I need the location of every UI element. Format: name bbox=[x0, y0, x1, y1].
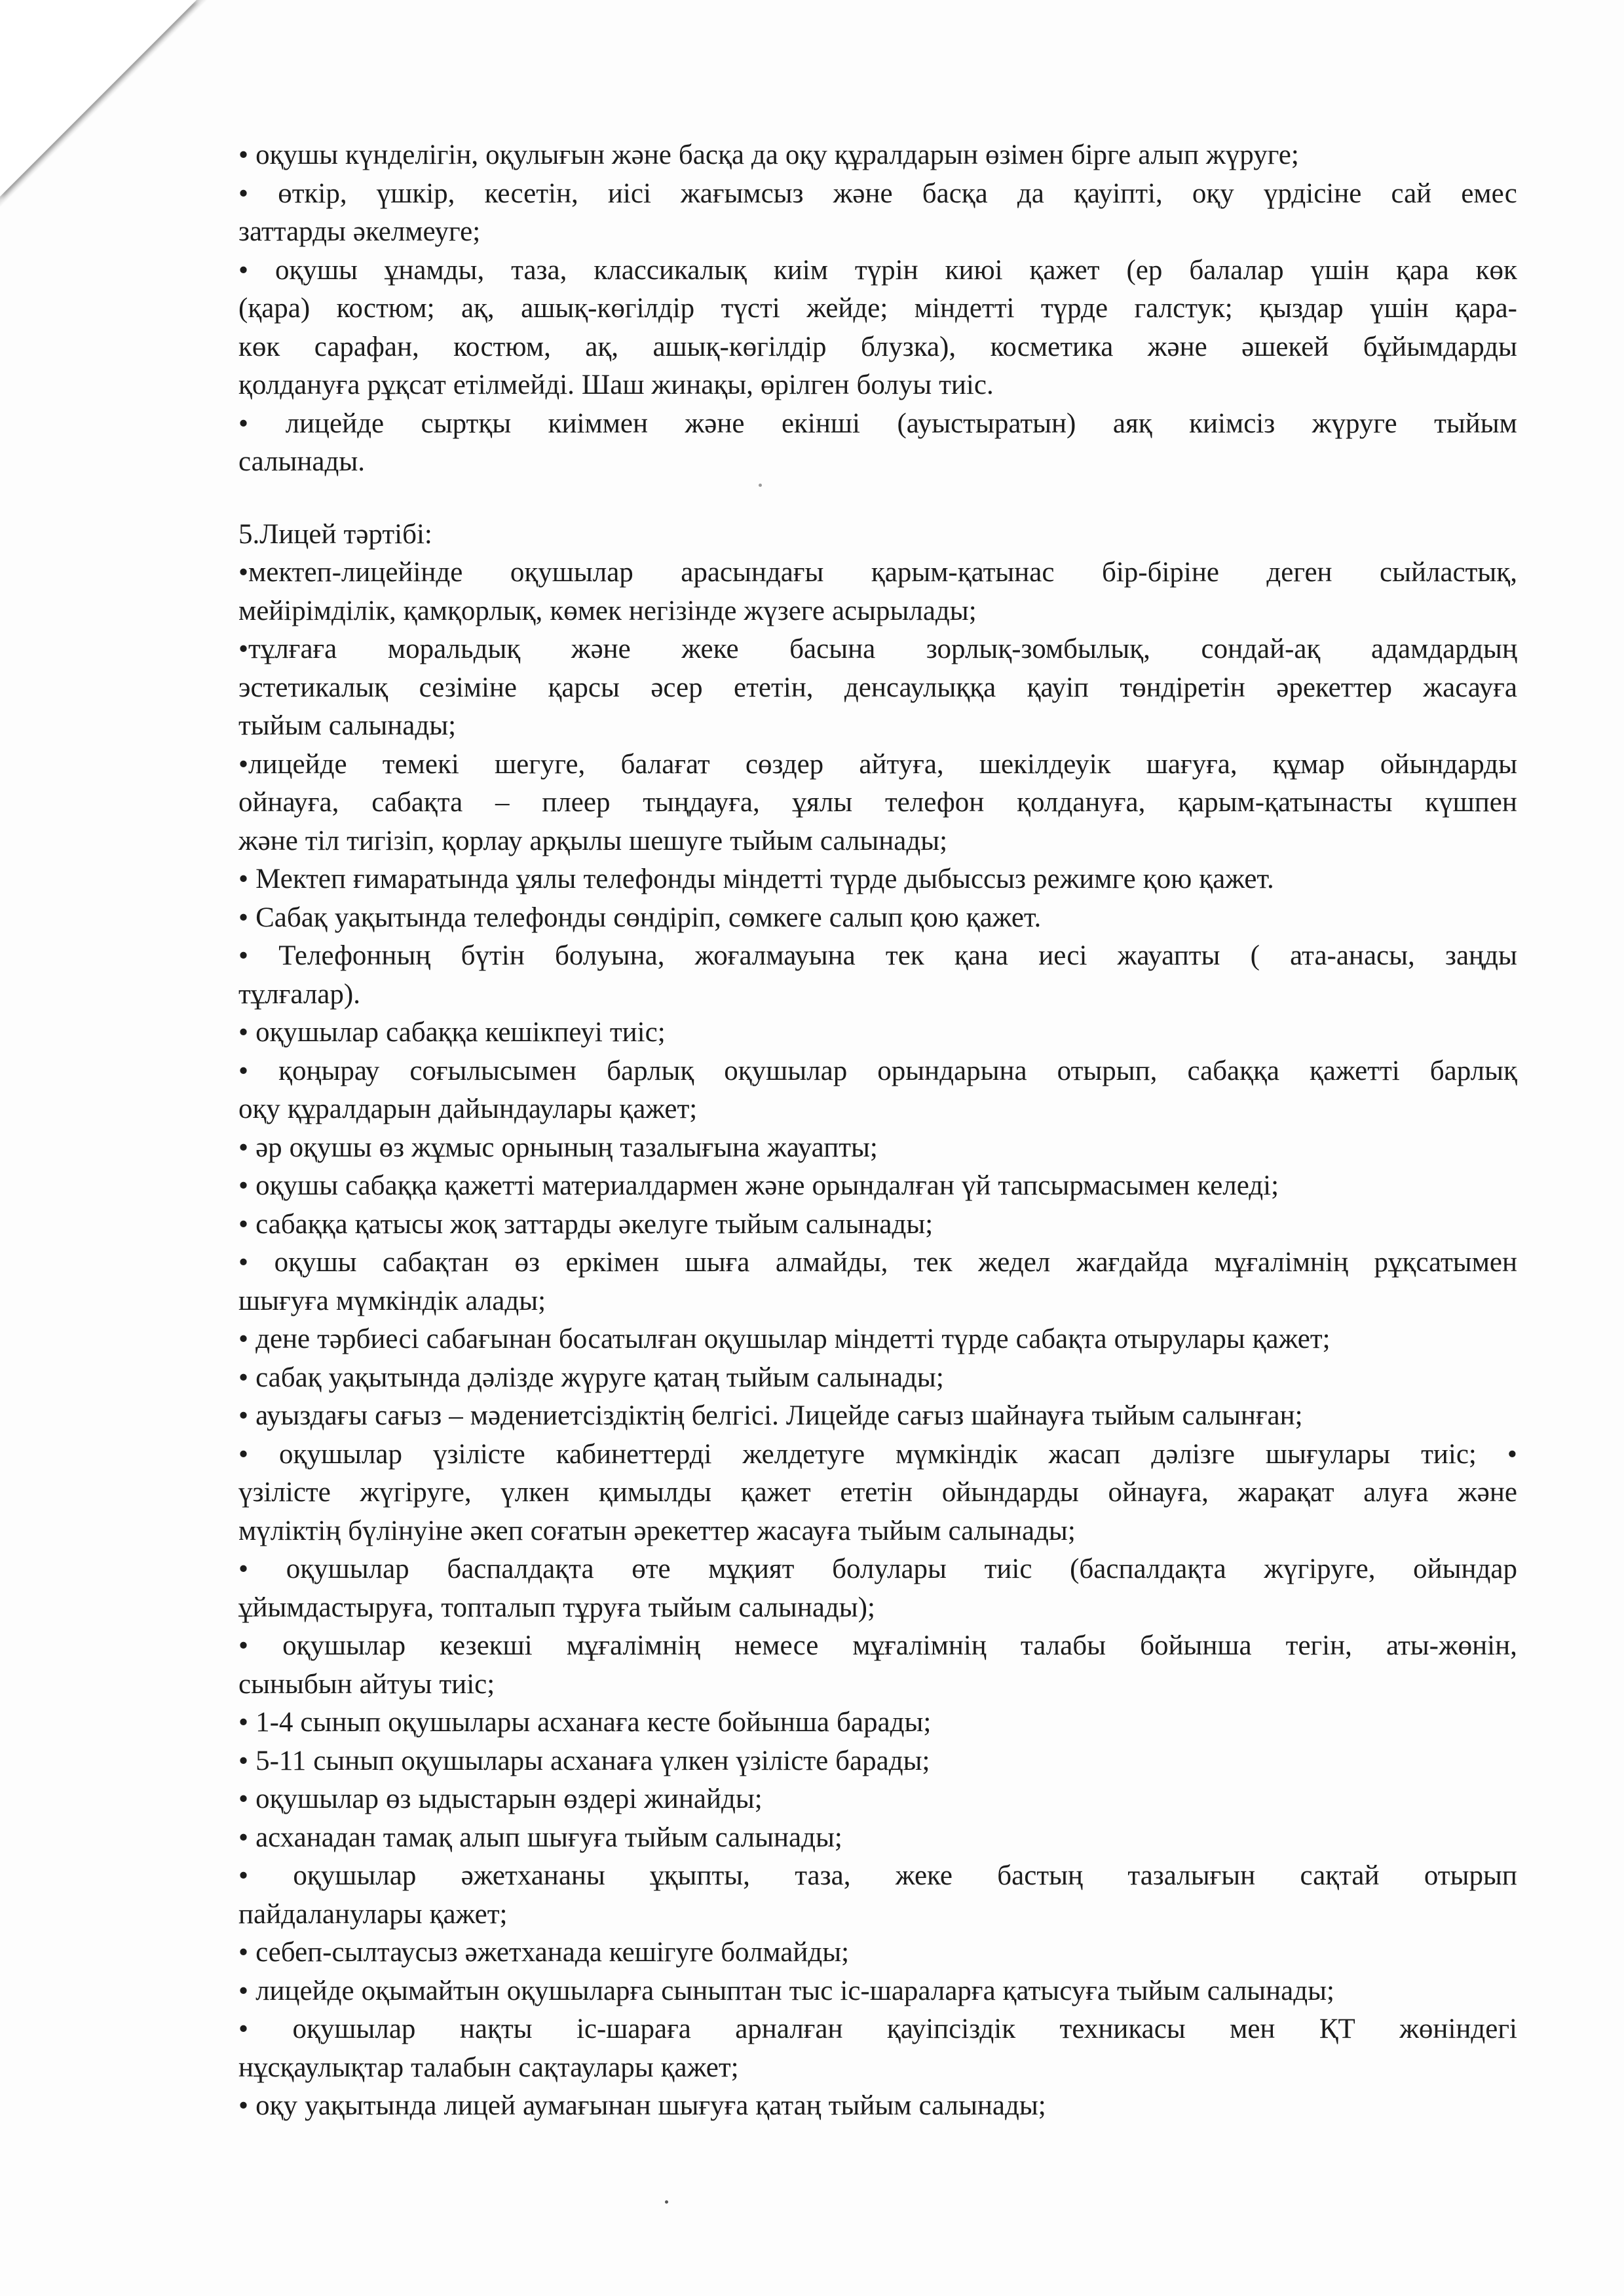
text-line: • өткір, үшкір, кесетін, иісі жағымсыз және басқа да қауіпті, оқу үрдісіне сай емес bbox=[238, 178, 1517, 209]
text-line: ойнауға, сабақта – плеер тыңдауға, ұялы телефон қолдануға, қарым-қатынасты күшпен bbox=[238, 787, 1517, 818]
text-line: • асханадан тамақ алып шығуға тыйым салынады; bbox=[238, 1822, 842, 1853]
text-line: • 5-11 сынып оқушылары асханаға үлкен үзілісте барады; bbox=[238, 1745, 930, 1776]
text-line: оқу құралдарын дайындаулары қажет; bbox=[238, 1094, 698, 1124]
text-line: (қара) костюм; ақ, ашық-көгілдір түсті жейде; міндетті түрде галстук; қыздар үшін қара- bbox=[238, 293, 1517, 324]
text-line: • қоңырау соғылысымен барлық оқушылар орындарына отырып, сабаққа қажетті барлық bbox=[238, 1055, 1517, 1086]
text-line: • оқушылар өз ыдыстарын өздері жинайды; bbox=[238, 1784, 763, 1814]
text-line: сыныбын айтуы тиіс; bbox=[238, 1668, 495, 1700]
paragraph bbox=[238, 1129, 1517, 1168]
text-line: пайдаланулары қажет; bbox=[238, 1898, 508, 1930]
text-line: • оқушылар баспалдақта өте мұқият болулары тиіс (баспалдақта жүгіруге, ойындар bbox=[238, 1554, 1517, 1584]
scan-speck bbox=[759, 484, 762, 487]
corner-fold bbox=[0, 0, 197, 197]
paragraph bbox=[238, 516, 1517, 554]
paragraph bbox=[238, 1397, 1517, 1436]
text-line: тыйым салынады; bbox=[238, 710, 457, 741]
text-line: эстетикалық сезіміне қарсы әсер ететін, денсаулыққа қауіп төндіретін әрекеттер жасауға bbox=[238, 672, 1517, 703]
paragraph bbox=[238, 1742, 1517, 1781]
text-line: • оқушылар кезекші мұғалімнің немесе мұғалімнің талабы бойынша тегін, аты-жөнін, bbox=[238, 1630, 1517, 1661]
text-line: • Телефонның бүтін болуына, жоғалмауына тек қана иесі жауапты ( ата-анасы, заңды bbox=[238, 940, 1517, 971]
text-line: • сабаққа қатысы жоқ заттарды әкелуге тыйым салынады; bbox=[238, 1208, 934, 1240]
paragraph bbox=[238, 746, 1517, 861]
text-line: мүліктің бүлінуіне әкеп соғатын әрекеттер жасауға тыйым салынады; bbox=[238, 1515, 1076, 1546]
paragraph bbox=[238, 630, 1517, 746]
paragraph bbox=[238, 1972, 1517, 2011]
text-line: • оқу уақытында лицей аумағынан шығуға қатаң тыйым салынады; bbox=[238, 2090, 1046, 2121]
text-line: • 1-4 сынып оқушылары асханаға кесте бойынша барады; bbox=[238, 1707, 932, 1738]
paragraph bbox=[238, 1857, 1517, 1934]
paragraph bbox=[238, 405, 1517, 482]
text-line: • дене тәрбиесі сабағынан босатылған оқушылар міндетті түрде сабақта отырулары қажет; bbox=[238, 1324, 1331, 1354]
paragraph bbox=[238, 1359, 1517, 1398]
text-line: шығуға мүмкіндік алады; bbox=[238, 1285, 546, 1316]
paragraph bbox=[238, 937, 1517, 1014]
text-line: 5.Лицей тәртібі: bbox=[238, 518, 432, 550]
text-line: • лицейде сыртқы киіммен және екінші (ауыстыратын) аяқ киімсіз жүруге тыйым bbox=[238, 408, 1517, 439]
paragraph bbox=[238, 175, 1517, 252]
text-line: • оқушылар әжетхананы ұқыпты, таза, жеке бастың тазалығын сақтай отырып bbox=[238, 1860, 1517, 1891]
text-line: • сабақ уақытында дәлізде жүруге қатаң тыйым салынады; bbox=[238, 1362, 944, 1393]
paragraph-gap bbox=[238, 482, 1517, 516]
text-line: • оқушы күнделігін, оқулығын және басқа да оқу құралдарын өзімен бірге алып жүруге; bbox=[238, 140, 1299, 170]
paragraph bbox=[238, 1320, 1517, 1359]
text-line: •лицейде темекі шегуге, балағат сөздер айтуға, шекілдеуік шағуға, құмар ойындарды bbox=[238, 748, 1517, 780]
text-line: • оқушы сабақтан өз еркімен шыға алмайды, тек жедел жағдайда мұғалімнің рұқсатымен bbox=[238, 1247, 1517, 1278]
text-line: мейірімділік, қамқорлық, көмек негізінде жүзеге асырылады; bbox=[238, 595, 977, 626]
text-line: • оқушы сабаққа қажетті материалдармен және орындалған үй тапсырмасымен келеді; bbox=[238, 1170, 1279, 1201]
paragraph bbox=[238, 1206, 1517, 1244]
paragraph bbox=[238, 1780, 1517, 1819]
paragraph bbox=[238, 554, 1517, 630]
text-line: көк сарафан, костюм, ақ, ашық-көгілдір блузка), косметика және әшекей бұйымдарды bbox=[238, 331, 1517, 362]
text-line: және тіл тигізіп, қорлау арқылы шешуге тыйым салынады; bbox=[238, 825, 948, 856]
text-line: • оқушылар сабаққа кешікпеуі тиіс; bbox=[238, 1017, 666, 1048]
text-line: ұйымдастыруға, топталып тұруға тыйым салынады); bbox=[238, 1592, 875, 1623]
text-line: • себеп-сылтаусыз әжетханада кешігуге болмайды; bbox=[238, 1937, 850, 1968]
paragraph bbox=[238, 899, 1517, 938]
text-line: • оқушылар нақты іс-шараға арналған қауіпсіздік техникасы мен ҚТ жөніндегі bbox=[238, 2014, 1517, 2044]
text-line: • Сабақ уақытында телефонды сөндіріп, сөмкеге салып қою қажет. bbox=[238, 902, 1042, 933]
paragraph bbox=[238, 1244, 1517, 1320]
text-line: • әр оқушы өз жұмыс орнының тазалығына жауапты; bbox=[238, 1132, 878, 1163]
paragraph bbox=[238, 1819, 1517, 1858]
paragraph bbox=[238, 1934, 1517, 1972]
paragraph bbox=[238, 136, 1517, 175]
paragraph bbox=[238, 1052, 1517, 1129]
text-line: нұсқаулықтар талабын сақтаулары қажет; bbox=[238, 2052, 739, 2083]
paragraph bbox=[238, 2087, 1517, 2126]
paragraph bbox=[238, 1704, 1517, 1742]
text-line: • оқушы ұнамды, таза, классикалық киім түрін киюі қажет (ер балалар үшін қара көк bbox=[238, 254, 1517, 286]
text-line: • ауыздағы сағыз – мәдениетсіздіктің белгісі. Лицейде сағыз шайнауға тыйым салынған; bbox=[238, 1400, 1303, 1431]
paragraph bbox=[238, 2010, 1517, 2087]
paragraph bbox=[238, 1436, 1517, 1551]
text-line: • Мектеп ғимаратында ұялы телефонды міндетті түрде дыбыссыз режимге қою қажет. bbox=[238, 864, 1274, 894]
paragraph bbox=[238, 860, 1517, 899]
text-line: тұлғалар). bbox=[238, 978, 360, 1010]
text-line: •мектеп-лицейінде оқушылар арасындағы қарым-қатынас бір-біріне деген сыйластық, bbox=[238, 557, 1517, 588]
paragraph bbox=[238, 1167, 1517, 1206]
text-line: • лицейде оқымайтын оқушыларға сыныптан тыс іс-шараларға қатысуға тыйым салынады; bbox=[238, 1975, 1334, 2006]
text-line: салынады. bbox=[238, 446, 366, 477]
scan-speck bbox=[665, 2200, 668, 2204]
text-line: қолдануға рұқсат етілмейді. Шаш жинақы, өрілген болуы тиіс. bbox=[238, 370, 994, 400]
text-line: заттарды әкелмеуге; bbox=[238, 216, 481, 247]
paragraph bbox=[238, 1627, 1517, 1704]
text-line: •тұлғаға моральдық және жеке басына зорлық-зомбылық, сондай-ақ адамдардың bbox=[238, 634, 1517, 664]
paragraph bbox=[238, 1014, 1517, 1052]
document-body bbox=[238, 136, 1517, 2126]
text-line: • оқушылар үзілісте кабинеттерді желдетуге мүмкіндік жасап дәлізге шығулары тиіс; • bbox=[238, 1438, 1517, 1470]
paragraph bbox=[238, 1550, 1517, 1627]
text-line: үзілісте жүгіруге, үлкен қимылды қажет ететін ойындарды ойнауға, жарақат алуға және bbox=[238, 1477, 1517, 1508]
paragraph bbox=[238, 252, 1517, 405]
